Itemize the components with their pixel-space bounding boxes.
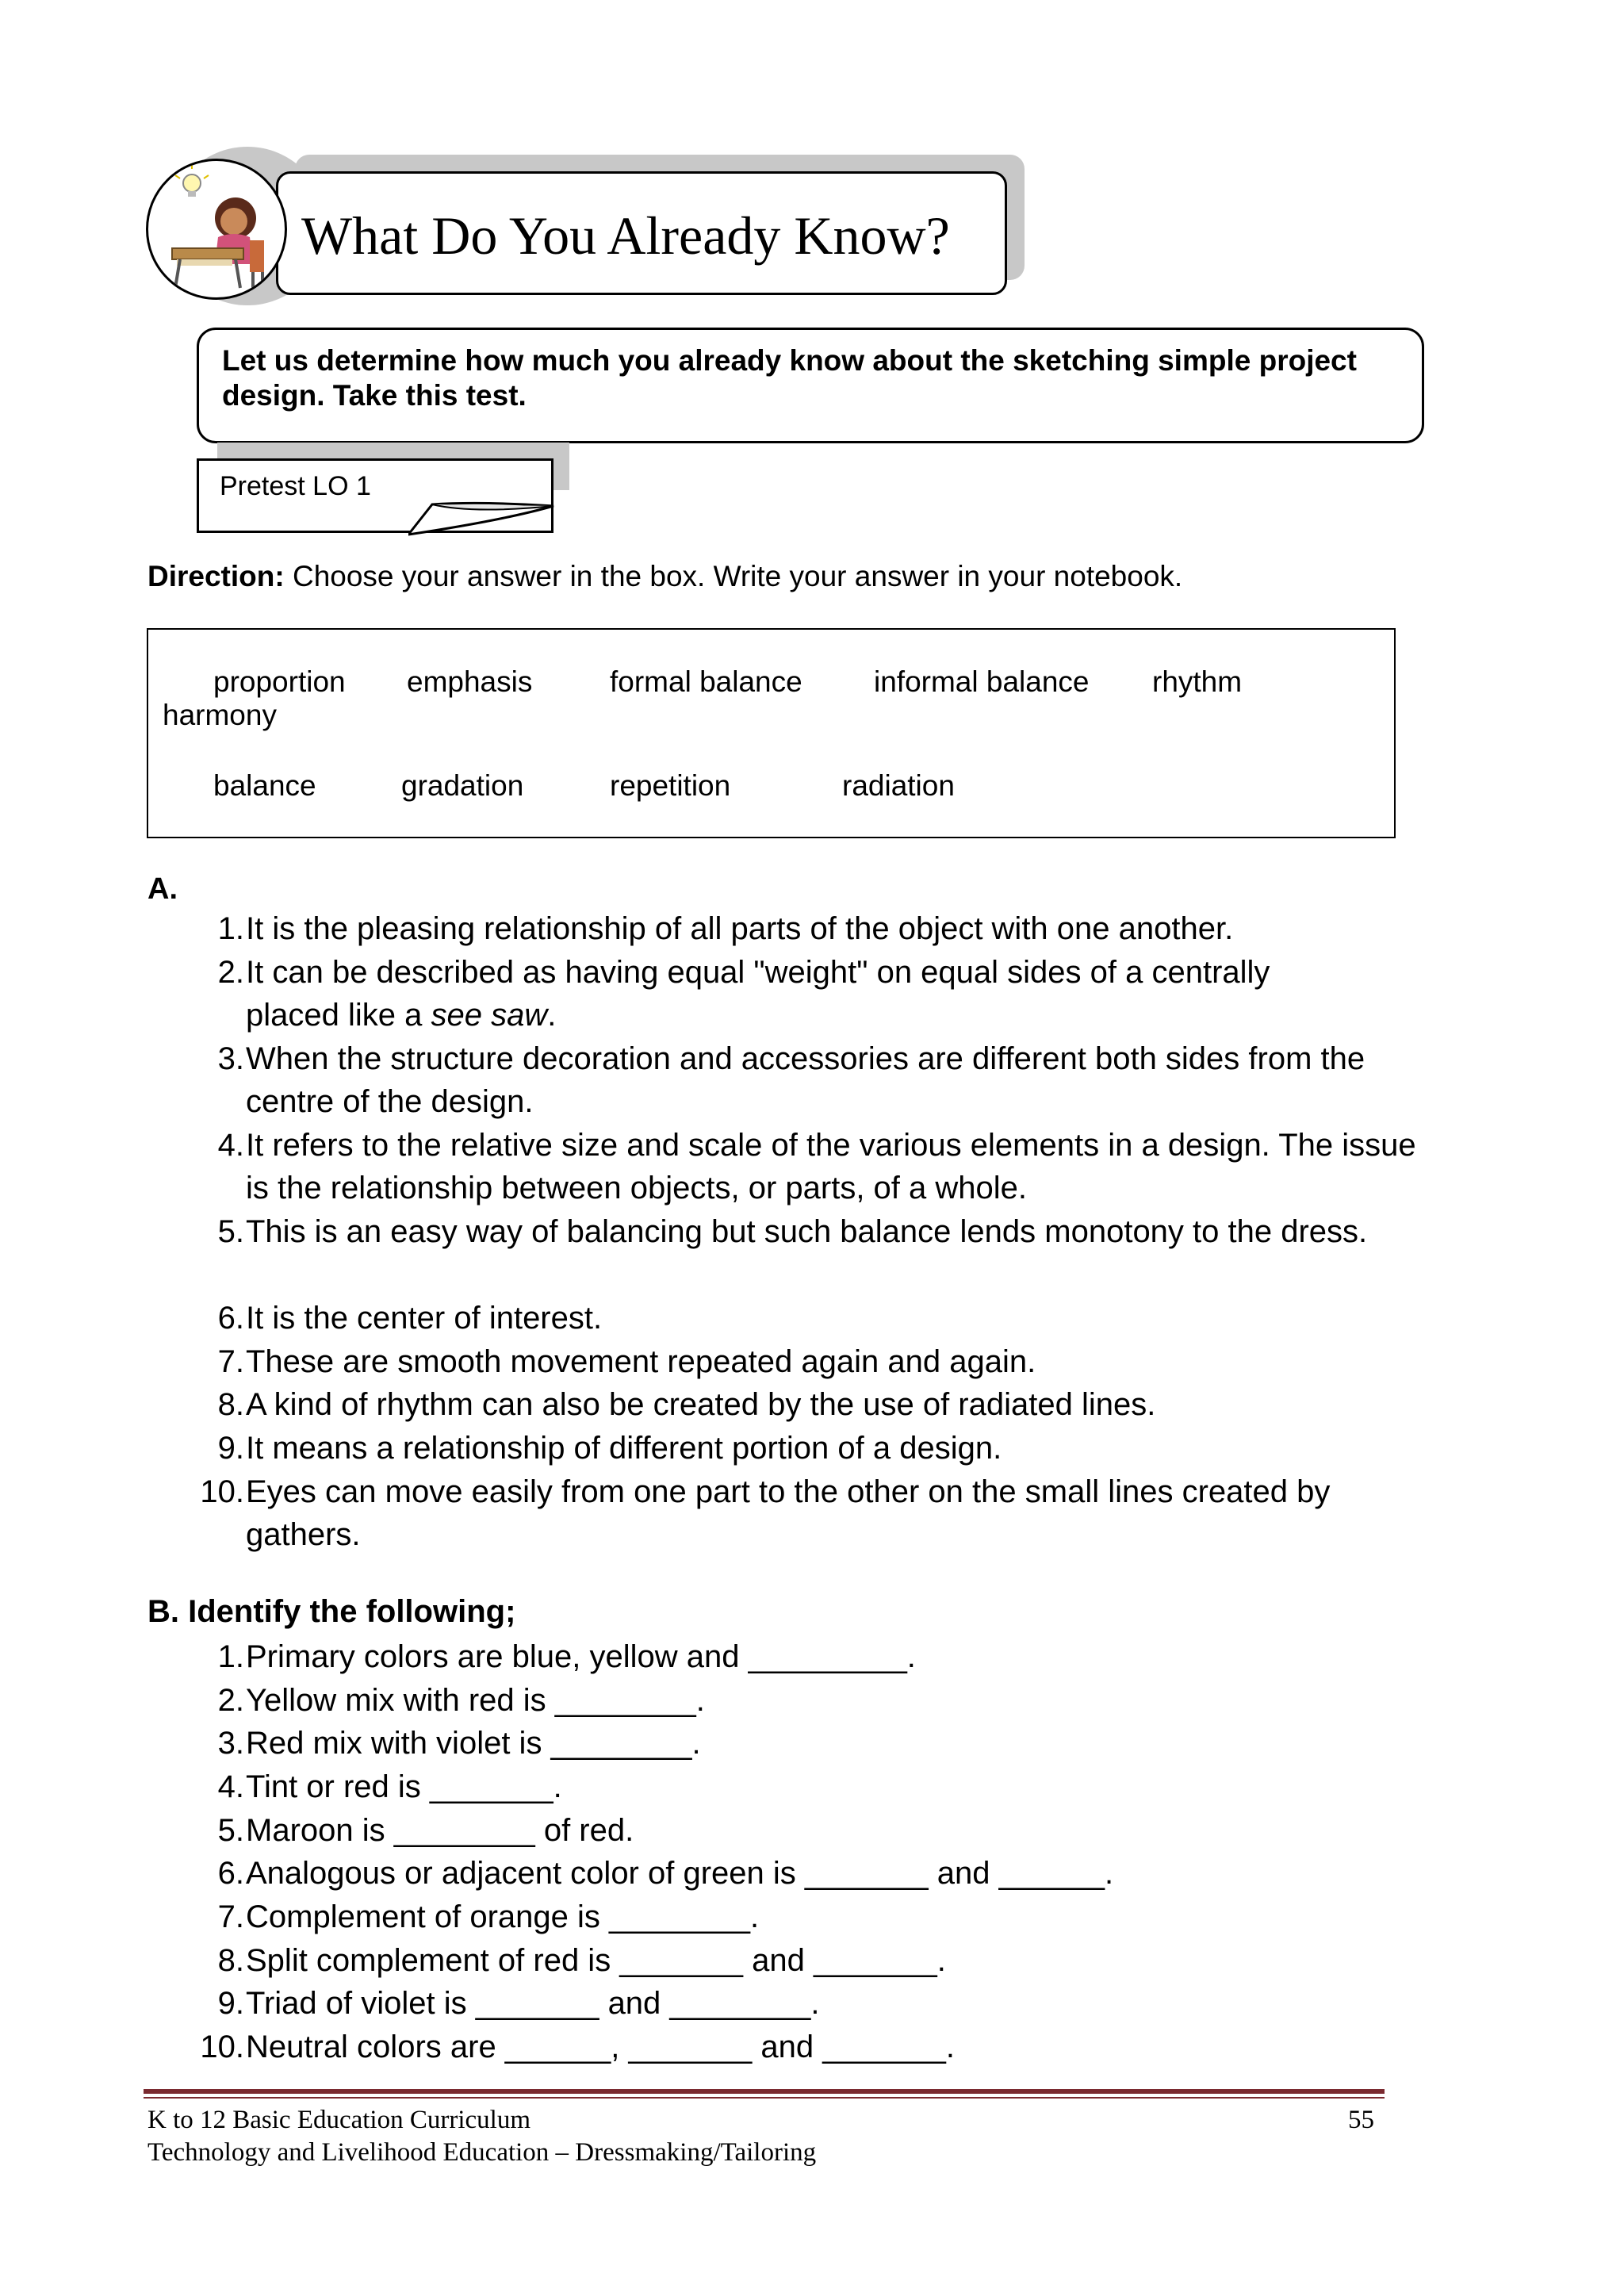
page-number: 55 — [1348, 2106, 1374, 2134]
item-text: When the structure decoration and accessories are different both sides from the centre of the design. — [246, 1041, 1365, 1119]
item-text: Red mix with violet is ________. — [246, 1726, 701, 1761]
item-number: 8. — [217, 1387, 244, 1422]
word-choice: harmony — [163, 699, 277, 731]
footer-subject: Technology and Livelihood Education – Dressmaking/Tailoring — [147, 2138, 817, 2167]
item-text: Eyes can move easily from one part to the other on the small lines created by gathers. — [246, 1474, 1331, 1552]
item-number: 8. — [217, 1943, 244, 1978]
item-number: 4. — [217, 1128, 244, 1163]
item-text: Maroon is ________ of red. — [246, 1813, 634, 1848]
word-choice: formal balance — [610, 665, 802, 698]
word-choice: emphasis — [407, 665, 533, 698]
item-text: Primary colors are blue, yellow and _________. — [246, 1639, 916, 1674]
section-a-label: A. — [147, 872, 178, 906]
item-text-main: It can be described as having equal "weight" on equal sides of a centrally placed like a — [246, 955, 1270, 1033]
word-box — [147, 628, 1396, 838]
item-number: 5. — [217, 1214, 244, 1249]
item-text: Neutral colors are ______, _______ and _______. — [246, 2030, 956, 2064]
item-number: 1. — [217, 1639, 244, 1674]
word-choice: gradation — [401, 769, 524, 802]
item-text: It refers to the relative size and scale of the various elements in a design. The issue is the relationship between objects, or parts, of a whole. — [246, 1128, 1416, 1205]
item-text: Tint or red is _______. — [246, 1769, 562, 1804]
pretest-label: Pretest LO 1 — [220, 471, 371, 501]
word-choice: balance — [213, 769, 316, 802]
direction-label: Direction: — [147, 560, 285, 592]
item-text: A kind of rhythm can also be created by the use of radiated lines. — [246, 1387, 1156, 1422]
item-number: 2. — [217, 1683, 244, 1718]
item-number: 4. — [217, 1769, 244, 1804]
item-text: This is an easy way of balancing but such balance lends monotony to the dress. — [246, 1214, 1368, 1249]
item-text: It is the pleasing relationship of all parts of the object with one another. — [246, 911, 1234, 946]
item-text: Split complement of red is _______ and _______. — [246, 1943, 946, 1978]
word-choice: radiation — [842, 769, 955, 802]
word-choice: informal balance — [874, 665, 1090, 698]
direction-text: Choose your answer in the box. Write your answer in your notebook. — [284, 560, 1183, 592]
footer-rule — [144, 2089, 1385, 2094]
item-text-emphasis: see saw — [431, 998, 548, 1033]
word-choice: rhythm — [1152, 665, 1243, 698]
item-text: It is the center of interest. — [246, 1301, 603, 1336]
student-at-desk-icon — [146, 159, 287, 300]
footer-curriculum: K to 12 Basic Education Curriculum — [147, 2106, 530, 2134]
item-number: 5. — [217, 1813, 244, 1848]
item-number: 2. — [217, 955, 244, 990]
word-choice: repetition — [610, 769, 731, 802]
section-b-label: B. Identify the following; — [147, 1594, 516, 1629]
direction — [147, 560, 1182, 593]
item-text-end: . — [547, 998, 557, 1033]
word-choice: proportion — [213, 665, 346, 698]
item-text: Complement of orange is ________. — [246, 1899, 760, 1934]
item-text — [246, 951, 1372, 1037]
page-curl-icon — [408, 496, 556, 536]
item-number: 9. — [217, 1431, 244, 1466]
item-number: 1. — [217, 911, 244, 946]
item-text: Analogous or adjacent color of green is _______ and ______. — [246, 1856, 1114, 1891]
item-number: 6. — [217, 1301, 244, 1336]
item-number: 10. — [200, 1474, 244, 1509]
item-text: Yellow mix with red is ________. — [246, 1683, 705, 1718]
item-number: 9. — [217, 1986, 244, 2021]
item-text: It means a relationship of different portion of a design. — [246, 1431, 1002, 1466]
item-number: 7. — [217, 1899, 244, 1934]
item-number: 3. — [217, 1041, 244, 1076]
item-text: Triad of violet is _______ and ________. — [246, 1986, 820, 2021]
page-title: What Do You Already Know? — [301, 205, 950, 266]
item-number: 6. — [217, 1856, 244, 1891]
intro-text: Let us determine how much you already know about the sketching simple project design. Take this test. — [222, 344, 1357, 412]
item-number: 7. — [217, 1344, 244, 1379]
footer-rule-thin — [144, 2097, 1385, 2099]
item-number: 3. — [217, 1726, 244, 1761]
item-text: These are smooth movement repeated again and again. — [246, 1344, 1036, 1379]
item-number: 10. — [200, 2030, 244, 2064]
